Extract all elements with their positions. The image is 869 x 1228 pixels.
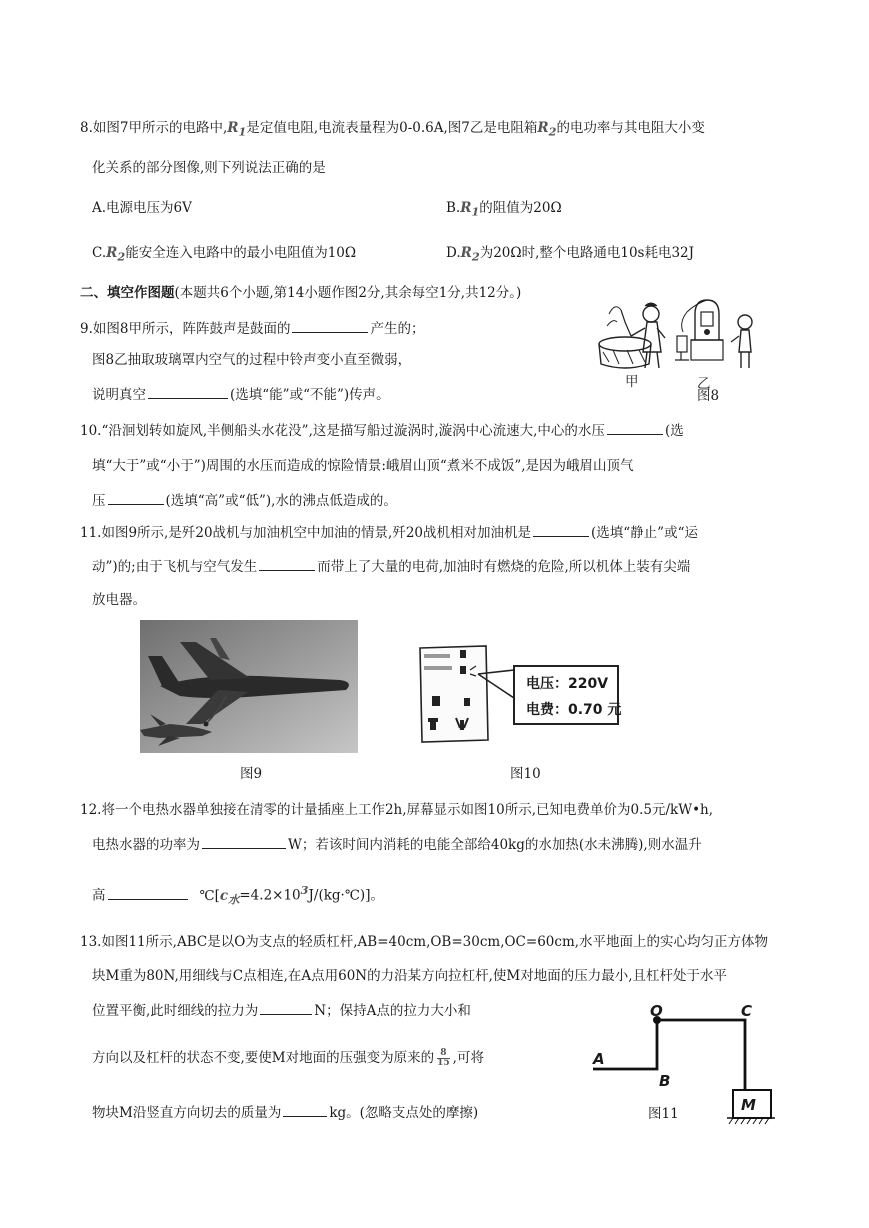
- figure-9-caption: 图9: [240, 766, 263, 782]
- figure-10-socket: [416, 640, 626, 748]
- q9-line3: 说明真空 (选填“能”或“不能”)传声。: [92, 384, 390, 405]
- figure-10-fee: 电费：0.70 元: [526, 702, 622, 718]
- figure-11-label-b: B: [659, 1072, 671, 1090]
- figure-11-label-m: M: [741, 1096, 756, 1114]
- q8-option-c: $C.R_2$能安全连入电路中的最小电阻值为10Ω: [92, 245, 357, 264]
- figure-8-label-yi: 乙: [697, 376, 711, 392]
- q13-line4: 方向以及杠杆的状态不变,要使M对地面的压强变为原来的 $\frac{8}{15}$ ,可将: [92, 1048, 484, 1068]
- q8-line2: 化关系的部分图像,则下列说法正确的是: [92, 160, 326, 176]
- figure-8-label-jia: 甲: [625, 374, 639, 390]
- figure-8-caption: 图8: [697, 388, 720, 404]
- figure-11-label-o: O: [650, 1002, 663, 1020]
- figure-10-caption: 图10: [510, 766, 541, 782]
- q9-line2: 图8乙抽取玻璃罩内空气的过程中铃声变小直至微弱，: [92, 352, 412, 368]
- q10-line2: 填“大于”或“小于”)周围的水压而造成的惊险情景:峨眉山顶“煮米不成饭”,是因为峨眉山顶气: [92, 458, 634, 474]
- q9-line1: 9.如图8甲所示，阵阵鼓声是鼓面的 产生的；: [80, 318, 424, 339]
- q10-line3: 压 (选填“高”或“低”),水的沸点低造成的。: [92, 490, 397, 511]
- q11-line2: 动”)的;由于飞机与空气发生 而带上了大量的电荷,加油时有燃烧的危险,所以机体上装有尖端: [92, 556, 690, 577]
- q10-line1: 10.“沿洄划转如旋风,半侧船头水花没”,这是描写船过漩涡时,漩涡中心流速大,中心的水压 (选: [80, 420, 684, 441]
- q11-line1: 11.如图9所示,是歼20战机与加油机空中加油的情景,歼20战机相对加油机是 (选填“静止”或“运: [80, 522, 698, 543]
- q12-line3: 高 $℃[c_水=4.2\times 10^3J/(kg\cdot℃)]$。: [92, 883, 384, 907]
- q13-line5: 物块M沿竖直方向切去的质量为 kg。(忽略支点处的摩擦): [92, 1102, 478, 1123]
- figure-11-label-c: C: [741, 1002, 753, 1020]
- q13-line1: 13.如图11所示,ABC是以O为支点的轻质杠杆,AB=40cm,OB=30cm,OC=60cm,水平地面上的实心均匀正方体物: [80, 934, 769, 950]
- figure-11-label-a: A: [593, 1050, 605, 1068]
- q8-option-b: $B.R_1$的阻值为20Ω: [446, 200, 562, 219]
- q13-line3: 位置平衡,此时细线的拉力为 N；保持A点的拉力大小和: [92, 1000, 471, 1021]
- figure-8: [595, 292, 765, 392]
- section-2-header: 二、填空作图题(本题共6个小题,第14小题作图2分,其余每空1分,共12分。): [80, 285, 522, 301]
- q12-line1: 12.将一个电热水器单独接在清零的计量插座上工作2h,屏幕显示如图10所示,已知电费单价为0.5元/kW•h,: [80, 802, 714, 818]
- q13-line2: 块M重为80N,用细线与C点相连,在A点用60N的力沿某方向拉杠杆,使M对地面的压力最小,且杠杆处于水平: [92, 968, 728, 984]
- q8-line1: 8.如图7甲所示的电路中$,R_1$是定值电阻,电流表量程为0-0.6A,图7乙是电阻箱$R_2$的电功率与其电阻大小变: [80, 120, 705, 139]
- q11-line3: 放电器。: [92, 592, 146, 608]
- q8-option-d: $D.R_2$为20Ω时,整个电路通电10s耗电32J: [446, 245, 695, 264]
- q12-line2: 电热水器的功率为 W；若该时间内消耗的电能全部给40kg的水加热(水未沸腾),则水温升: [92, 834, 702, 855]
- figure-10-voltage: 电压：220V: [526, 676, 609, 692]
- figure-11-caption: 图11: [648, 1106, 679, 1122]
- q8-option-a: A.电源电压为6V: [92, 200, 192, 216]
- figure-9-photo: [140, 620, 358, 753]
- fraction-8-15: $\frac{8}{15}$: [437, 1048, 450, 1068]
